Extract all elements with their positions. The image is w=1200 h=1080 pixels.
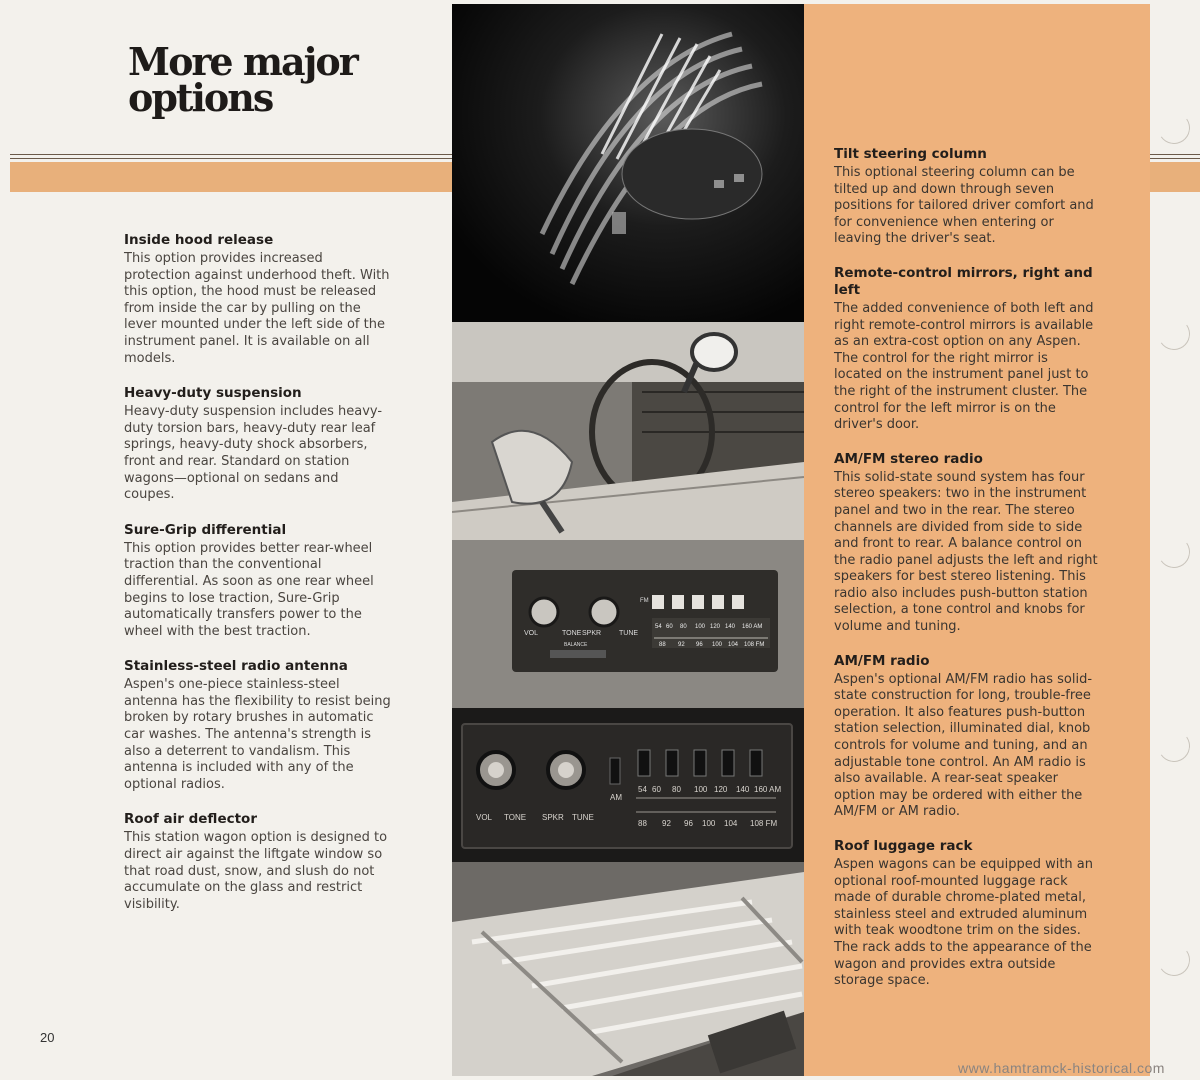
radio1-am-tick: 60 xyxy=(666,624,673,630)
radio2-am-tick: 160 AM xyxy=(754,785,782,794)
right-column xyxy=(834,146,1100,990)
option-body: This optional steering column can be tilted up and down through seven positions for tailored driver comfort and for convenience when entering or leaving the driver's seat. xyxy=(834,165,1094,247)
option-heading: Inside hood release xyxy=(124,232,274,248)
radio2-am-tick: 60 xyxy=(652,785,661,794)
option-body: This solid-state sound system has four stereo speakers: two in the instrument panel and two in the rear. The stereo channels are divided from side to side and front to rear. A balance control on the radio panel adjusts the left and right speakers for best stereo listening. This radio also includes push-button station selection, a tone control and knobs for volume and tuning. xyxy=(834,469,1098,635)
option-roof-luggage-rack xyxy=(834,838,1100,990)
option-amfm-stereo-radio xyxy=(834,451,1100,636)
binder-hole xyxy=(1155,533,1192,570)
option-roof-air-deflector xyxy=(124,811,392,913)
photo-tilt-steering xyxy=(452,4,804,322)
page-number: 20 xyxy=(40,1030,55,1045)
radio1-fm-tick: 104 xyxy=(728,642,739,648)
option-body: Aspen's optional AM/FM radio has solid-state construction for long, trouble-free operation. It also features push-button station selection, illuminated dial, knob controls for volume and tuning, and an adjustable tone control. An AM radio is also available. A rear-seat speaker option may be ordered with either the AM/FM or AM radio. xyxy=(834,671,1093,820)
radio2-fm-tick: 100 xyxy=(702,819,716,828)
radio1-band-label: FM xyxy=(640,598,649,604)
option-radio-antenna xyxy=(124,658,392,793)
radio2-label-tone: TONE xyxy=(504,813,527,822)
radio2-am-tick: 80 xyxy=(672,785,681,794)
radio2-label-tune: TUNE xyxy=(572,813,594,822)
page-title xyxy=(128,39,428,120)
binder-hole xyxy=(1155,109,1192,146)
option-heading: Tilt steering column xyxy=(834,146,987,162)
option-heading: AM/FM radio xyxy=(834,652,930,669)
binder-hole xyxy=(1155,941,1192,978)
radio1-am-tick: 54 xyxy=(655,624,662,630)
option-body: This option provides better rear-wheel traction than the conventional differential. As soon as one rear wheel begins to lose traction, Sure-Grip automatically transfers power to the wheel with the best traction. xyxy=(124,540,374,639)
left-column xyxy=(124,232,392,913)
option-body: Heavy-duty suspension includes heavy-duty torsion bars, heavy-duty rear leaf springs, heavy-duty shock absorbers, front and rear. Standard on station wagons—optional on sedans and coupes. xyxy=(124,404,383,503)
binder-hole xyxy=(1155,315,1192,352)
option-body: The added convenience of both left and right remote-control mirrors is available as an extra-cost option on any Aspen. The control for the right mirror is located on the instrument panel just to the right of the instrument cluster. The control for the left mirror is on the driver's door. xyxy=(834,300,1094,433)
option-inside-hood-release xyxy=(124,232,392,367)
site-watermark: www.hamtramck-historical.com xyxy=(958,1060,1165,1076)
radio1-am-tick: 100 xyxy=(695,624,706,630)
option-heading: AM/FM stereo radio xyxy=(834,450,983,467)
radio2-am-tick: 100 xyxy=(694,785,708,794)
option-heading: Sure-Grip differential xyxy=(124,521,287,538)
radio1-fm-tick: 88 xyxy=(659,642,666,648)
option-heading: Roof air deflector xyxy=(124,811,257,828)
radio1-fm-tick: 92 xyxy=(678,642,685,648)
radio2-am-tick: 120 xyxy=(714,785,728,794)
radio2-am-tick: 140 xyxy=(736,785,750,794)
option-sure-grip-differential xyxy=(124,522,392,641)
title-line-2: options xyxy=(128,75,273,120)
radio1-fm-tick: 96 xyxy=(696,642,703,648)
radio2-am-tick: 54 xyxy=(638,785,647,794)
photo-remote-mirror xyxy=(452,322,804,540)
photo-amfm-radio xyxy=(452,708,804,862)
radio2-fm-tick: 88 xyxy=(638,819,647,828)
option-body: This station wagon option is designed to direct air against the liftgate window so that road dust, snow, and slush do not accumulate on the glass and restrict visibility. xyxy=(124,830,388,912)
radio1-fm-tick: 108 FM xyxy=(744,642,765,648)
option-heading: Stainless-steel radio antenna xyxy=(124,658,348,675)
radio2-label-vol: VOL xyxy=(476,813,493,822)
option-heading: Remote-control mirrors, right and left xyxy=(834,264,1093,298)
header-rule-band xyxy=(10,154,452,198)
radio2-label-spkr: SPKR xyxy=(542,813,564,822)
radio1-label-vol: VOL xyxy=(524,630,539,637)
radio2-fm-tick: 104 xyxy=(724,819,738,828)
title-line-1: More major xyxy=(128,39,357,84)
option-remote-control-mirrors xyxy=(834,265,1100,434)
radio1-am-tick: 140 xyxy=(725,624,736,630)
binder-hole xyxy=(1155,727,1192,764)
option-body: This option provides increased protection against underhood theft. With this option, the hood must be released from inside the car by pulling on the lever mounted under the left side of the instrument panel. It is available on all models. xyxy=(124,251,390,366)
right-rule-band xyxy=(1150,154,1200,198)
option-tilt-steering-column xyxy=(834,146,1100,248)
option-heavy-duty-suspension xyxy=(124,385,392,504)
radio1-am-tick: 120 xyxy=(710,624,721,630)
option-amfm-radio xyxy=(834,653,1100,821)
option-heading: Heavy-duty suspension xyxy=(124,385,302,402)
photo-column xyxy=(452,0,804,1080)
radio1-label-tune: TUNE xyxy=(619,630,639,637)
radio1-label-tone: TONE xyxy=(562,630,582,637)
option-body: Aspen's one-piece stainless-steel antenna has the flexibility to resist being broken by rotary brushes in automatic car washes. The antenna's strength is also a deterrent to vandalism. This antenna is included with any of the optional radios. xyxy=(124,677,391,792)
radio1-fm-tick: 100 xyxy=(712,642,723,648)
radio2-fm-tick: 96 xyxy=(684,819,693,828)
radio1-label-spkr: SPKR xyxy=(582,630,602,637)
radio1-am-tick: 160 AM xyxy=(742,624,763,630)
radio1-am-tick: 80 xyxy=(680,624,687,630)
option-heading: Roof luggage rack xyxy=(834,838,973,854)
photo-roof-luggage-rack xyxy=(452,862,804,1076)
radio1-balance-label: BALANCE xyxy=(564,642,588,648)
radio2-fm-tick: 92 xyxy=(662,819,671,828)
photo-amfm-stereo-radio xyxy=(452,540,804,708)
option-body: Aspen wagons can be equipped with an optional roof-mounted luggage rack made of durable chrome-plated metal, stainless steel and extruded aluminum with teak woodtone trim on the sides. The rack adds to the appearance of the wagon and provides extra outside storage space. xyxy=(834,857,1094,989)
radio2-fm-tick: 108 FM xyxy=(750,819,778,828)
radio2-band-label: AM xyxy=(610,793,622,802)
